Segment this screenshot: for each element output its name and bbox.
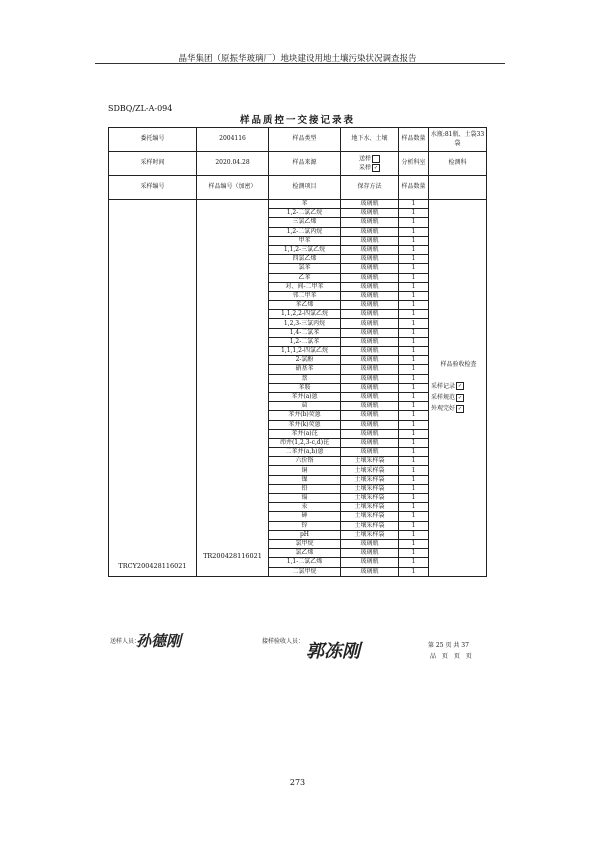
lab-label: 分析科室 [399, 152, 429, 176]
preserve-method-cell: 玻璃瓶 [341, 328, 399, 337]
count-cell: 1 [399, 484, 429, 493]
preserve-method-cell: 玻璃瓶 [341, 539, 399, 548]
test-item-cell: 苯 [269, 200, 341, 209]
count-cell: 1 [399, 530, 429, 539]
count-cell: 1 [399, 438, 429, 447]
preserve-method-cell: 玻璃瓶 [341, 356, 399, 365]
test-item-cell: 汞 [269, 503, 341, 512]
count-cell: 1 [399, 347, 429, 356]
form-title: 样品质控一交接记录表 [239, 115, 355, 126]
test-item-cell: 甲苯 [269, 236, 341, 245]
notes-header [429, 176, 487, 200]
count-cell: 1 [399, 512, 429, 521]
test-item-cell: 苯并(k)荧蒽 [269, 420, 341, 429]
count-cell: 1 [399, 558, 429, 567]
preserve-method-cell: 玻璃瓶 [341, 365, 399, 374]
preserve-method-cell: 玻璃瓶 [341, 200, 399, 209]
preserve-method-cell: 玻璃瓶 [341, 347, 399, 356]
preserve-method-cell: 玻璃瓶 [341, 236, 399, 245]
count-cell: 1 [399, 209, 429, 218]
test-item-cell: 萘 [269, 374, 341, 383]
count-cell: 1 [399, 337, 429, 346]
test-item-cell: 硝基苯 [269, 365, 341, 374]
form-page-count: 第 25 页 共 37 [428, 642, 469, 649]
test-item-cell: 苯胺 [269, 383, 341, 392]
count-cell: 1 [399, 503, 429, 512]
test-item-cell: 1,1-二氯乙烯 [269, 558, 341, 567]
check-record-checkbox: ✓ [457, 383, 463, 390]
test-item-cell: 1,2,3-三氯丙烷 [269, 319, 341, 328]
preserve-method-cell: 土壤采样袋 [341, 521, 399, 530]
test-item-cell: 四氯乙烯 [269, 255, 341, 264]
test-item-cell: 铜 [269, 466, 341, 475]
count-cell: 1 [399, 245, 429, 254]
preserve-method-cell: 土壤采样袋 [341, 494, 399, 503]
preserve-method-cell: 玻璃瓶 [341, 310, 399, 319]
test-item-cell: 1,1,2-三氯乙烷 [269, 245, 341, 254]
preserve-method-cell: 玻璃瓶 [341, 319, 399, 328]
lab-value: 检测科 [429, 152, 487, 176]
source-option-sampled: 采样 [358, 164, 371, 171]
source-option-sampled-checkbox: ✓ [373, 164, 379, 171]
preserve-method-cell: 玻璃瓶 [341, 264, 399, 273]
header-rule [95, 63, 505, 64]
count-cell: 1 [399, 402, 429, 411]
count-cell: 1 [399, 273, 429, 282]
preserve-method-cell: 玻璃瓶 [341, 549, 399, 558]
test-item-cell: 氯甲烷 [269, 539, 341, 548]
preserve-method-cell: 玻璃瓶 [341, 429, 399, 438]
receiver-signature: 郭冻刚 [306, 641, 360, 662]
count-cell: 1 [399, 255, 429, 264]
count-cell: 1 [399, 310, 429, 319]
test-item-cell: 铅 [269, 484, 341, 493]
count-cell: 1 [399, 291, 429, 300]
sample-no-header: 样品编号（加密） [197, 176, 269, 200]
sample-qty-value: 水瓶:81瓶、土袋33袋 [429, 128, 487, 152]
header-row-entrust [109, 128, 487, 152]
test-item-cell: 三氯乙烯 [269, 218, 341, 227]
preserve-method-cell: 土壤采样袋 [341, 457, 399, 466]
count-cell: 1 [399, 475, 429, 484]
acceptance-check-title: 样品验收检查 [440, 360, 477, 368]
sample-type-label: 样品类型 [269, 128, 341, 152]
sample-qty-label: 样品数量 [399, 128, 429, 152]
count-cell: 1 [399, 328, 429, 337]
test-item-cell: 1,4-二氯苯 [269, 328, 341, 337]
count-cell: 1 [399, 411, 429, 420]
count-cell: 1 [399, 200, 429, 209]
preserve-method-cell: 玻璃瓶 [341, 291, 399, 300]
count-header: 样品数量 [399, 176, 429, 200]
preserve-method-cell: 玻璃瓶 [341, 448, 399, 457]
form-page-label: 品 页 页 页 [430, 653, 474, 660]
count-cell: 1 [399, 356, 429, 365]
test-item-cell: 二苯并(a,h)蒽 [269, 448, 341, 457]
preserve-method-cell: 玻璃瓶 [341, 209, 399, 218]
receiver-label: 接样验收人员： [262, 638, 305, 645]
preserve-method-cell: 玻璃瓶 [341, 218, 399, 227]
count-cell: 1 [399, 301, 429, 310]
count-cell: 1 [399, 218, 429, 227]
count-cell: 1 [399, 549, 429, 558]
test-item-header: 检测项目 [269, 176, 341, 200]
test-item-cell: 镉 [269, 494, 341, 503]
test-item-cell: 䓛 [269, 402, 341, 411]
preserve-method-cell: 玻璃瓶 [341, 567, 399, 576]
preserve-method-cell: 玻璃瓶 [341, 273, 399, 282]
test-item-cell: 1,2-二氯苯 [269, 337, 341, 346]
sample-no-cell: TR200428116021 [197, 200, 269, 577]
test-item-cell: 苯并(b)荧蒽 [269, 411, 341, 420]
sample-source-label: 样品来源 [269, 152, 341, 176]
test-item-cell: 氯苯 [269, 264, 341, 273]
preserve-method-cell: 玻璃瓶 [341, 301, 399, 310]
preserve-method-cell: 玻璃瓶 [341, 558, 399, 567]
test-item-cell: 苯并(a)芘 [269, 429, 341, 438]
preserve-method-cell: 玻璃瓶 [341, 411, 399, 420]
document-code: SDBQ/ZL-A-094 [108, 104, 173, 113]
preserve-method-cell: 玻璃瓶 [341, 245, 399, 254]
count-cell: 1 [399, 319, 429, 328]
preserve-method-cell: 玻璃瓶 [341, 282, 399, 291]
count-cell: 1 [399, 374, 429, 383]
preserve-method-cell: 玻璃瓶 [341, 227, 399, 236]
test-item-cell: 砷 [269, 512, 341, 521]
count-cell: 1 [399, 521, 429, 530]
count-cell: 1 [399, 567, 429, 576]
preserve-method-cell: 玻璃瓶 [341, 438, 399, 447]
check-item-record: 采样记录 ✓ [431, 382, 463, 390]
count-cell: 1 [399, 466, 429, 475]
count-cell: 1 [399, 282, 429, 291]
preserve-method-cell: 玻璃瓶 [341, 255, 399, 264]
preserve-method-cell: 玻璃瓶 [341, 383, 399, 392]
test-item-cell: 对、间-二甲苯 [269, 282, 341, 291]
count-cell: 1 [399, 457, 429, 466]
test-item-cell: 锌 [269, 521, 341, 530]
acceptance-notes-cell [429, 200, 487, 577]
test-item-cell: 镍 [269, 475, 341, 484]
sender-signature: 孙德刚 [136, 632, 182, 650]
entrust-no-label: 委托编号 [109, 128, 197, 152]
count-cell: 1 [399, 227, 429, 236]
test-item-cell: 1,1,1,2-四氯乙烷 [269, 347, 341, 356]
check-item-appearance: 外观完好 ✓ [431, 405, 463, 413]
preserve-method-cell: 玻璃瓶 [341, 337, 399, 346]
preserve-method-cell: 玻璃瓶 [341, 420, 399, 429]
sampling-no-header: 采样编号 [109, 176, 197, 200]
sample-source-options [341, 152, 399, 176]
test-item-cell: 邻二甲苯 [269, 291, 341, 300]
test-item-cell: 氯乙烯 [269, 549, 341, 558]
check-standard-checkbox: ✓ [457, 394, 463, 401]
count-cell: 1 [399, 264, 429, 273]
test-item-cell: 苯并(a)蒽 [269, 392, 341, 401]
sample-type-value: 地下水、土壤 [341, 128, 399, 152]
preserve-method-header: 保存方法 [341, 176, 399, 200]
test-item-cell: pH [269, 530, 341, 539]
page-number: 273 [289, 778, 306, 787]
sampling-time-value: 2020.04.28 [197, 152, 269, 176]
test-item-cell: 1,2-二氯丙烷 [269, 227, 341, 236]
source-option-delivered-checkbox [372, 155, 380, 163]
test-item-cell: 苯乙烯 [269, 301, 341, 310]
sender-label: 送样人员： [110, 638, 141, 645]
sampling-no-cell: TRCY200428116021 [109, 200, 197, 577]
preserve-method-cell: 土壤采样袋 [341, 475, 399, 484]
table-row [109, 200, 487, 209]
column-header-row [109, 176, 487, 200]
source-option-delivered: 送样 [358, 155, 371, 163]
preserve-method-cell: 玻璃瓶 [341, 392, 399, 401]
preserve-method-cell: 土壤采样袋 [341, 503, 399, 512]
preserve-method-cell: 土壤采样袋 [341, 466, 399, 475]
test-item-cell: 二氯甲烷 [269, 567, 341, 576]
preserve-method-cell: 玻璃瓶 [341, 402, 399, 411]
preserve-method-cell: 玻璃瓶 [341, 374, 399, 383]
count-cell: 1 [399, 448, 429, 457]
header-row-sampling [109, 152, 487, 176]
test-item-cell: 2-氯酚 [269, 356, 341, 365]
count-cell: 1 [399, 365, 429, 374]
test-item-cell: 1,1,2,2-四氯乙烷 [269, 310, 341, 319]
count-cell: 1 [399, 420, 429, 429]
count-cell: 1 [399, 429, 429, 438]
entrust-no-value: 2004116 [197, 128, 269, 152]
test-item-cell: 乙苯 [269, 273, 341, 282]
count-cell: 1 [399, 236, 429, 245]
check-appearance-checkbox: ✓ [457, 405, 463, 412]
count-cell: 1 [399, 392, 429, 401]
test-item-cell: 六价铬 [269, 457, 341, 466]
count-cell: 1 [399, 539, 429, 548]
page-header: 晶华集团（原振华玻璃厂）地块建设用地土壤污染状况调查报告 [178, 54, 417, 64]
preserve-method-cell: 土壤采样袋 [341, 530, 399, 539]
preserve-method-cell: 土壤采样袋 [341, 484, 399, 493]
test-item-cell: 1,2-二氯乙烷 [269, 209, 341, 218]
count-cell: 1 [399, 494, 429, 503]
check-item-standard: 采样规范 ✓ [431, 394, 463, 402]
test-item-cell: 茚并(1,2,3-c,d)芘 [269, 438, 341, 447]
preserve-method-cell: 土壤采样袋 [341, 512, 399, 521]
sample-handover-table [108, 127, 487, 577]
sampling-time-label: 采样时间 [109, 152, 197, 176]
count-cell: 1 [399, 383, 429, 392]
